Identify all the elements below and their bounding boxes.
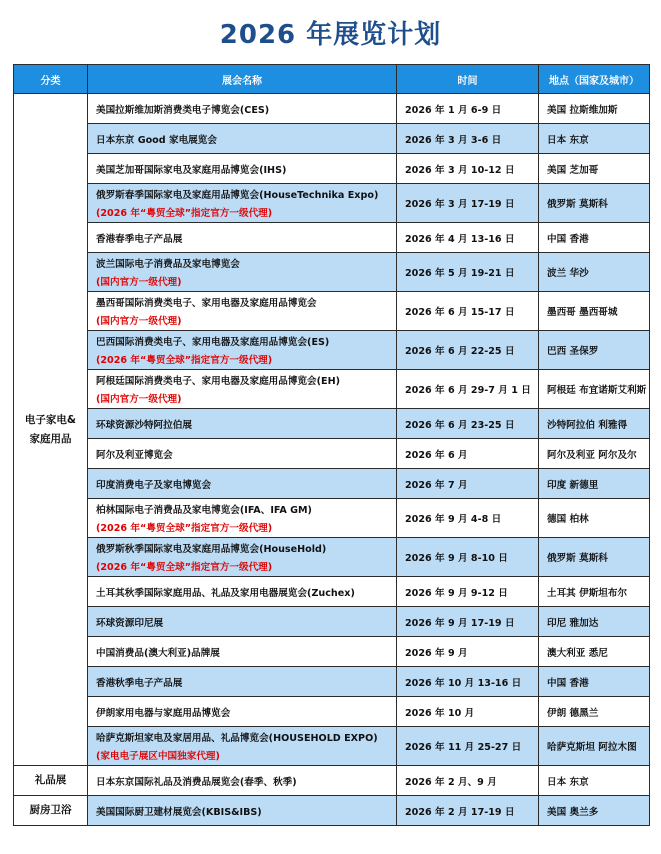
table-row <box>14 667 650 697</box>
exhibition-location: 德国 柏林 <box>539 499 650 538</box>
exhibition-location: 中国 香港 <box>539 223 650 253</box>
category-label-line1: 厨房卫浴 <box>29 804 72 816</box>
exhibition-name-cell <box>88 94 397 124</box>
exhibition-time: 2026 年 6 月 23-25 日 <box>397 409 539 439</box>
exhibition-location: 日本 东京 <box>539 766 650 796</box>
exhibition-time: 2026 年 3 月 3-6 日 <box>397 124 539 154</box>
exhibition-time: 2026 年 3 月 17-19 日 <box>397 184 539 223</box>
page-title: 2026 年展览计划 <box>219 20 442 50</box>
exhibition-time: 2026 年 3 月 10-12 日 <box>397 154 539 184</box>
exhibition-location: 土耳其 伊斯坦布尔 <box>539 577 650 607</box>
exhibition-name-cell <box>88 253 397 292</box>
exhibition-location: 日本 东京 <box>539 124 650 154</box>
category-cell <box>14 796 88 826</box>
exhibition-name: 日本东京 Good 家电展览会 <box>96 134 217 146</box>
agent-note: (国内官方一级代理) <box>96 277 182 288</box>
exhibition-name-cell <box>88 637 397 667</box>
table-row <box>14 637 650 667</box>
exhibition-name-cell <box>88 223 397 253</box>
exhibition-name: 波兰国际电子消费品及家电博览会 <box>96 259 240 270</box>
header-location: 地点（国家及城市） <box>539 65 650 94</box>
category-label-line2: 家庭用品 <box>29 432 72 445</box>
exhibition-name: 阿尔及利亚博览会 <box>96 449 173 461</box>
exhibition-location: 中国 香港 <box>539 667 650 697</box>
agent-note: (2026 年“粤贸全球”指定官方一级代理) <box>96 523 273 534</box>
exhibition-time: 2026 年 9 月 17-19 日 <box>397 607 539 637</box>
exhibition-location: 美国 奥兰多 <box>539 796 650 826</box>
exhibition-name: 环球资源沙特阿拉伯展 <box>96 419 192 431</box>
exhibition-name: 美国拉斯维加斯消费类电子博览会(CES) <box>96 104 270 116</box>
table-row <box>14 538 650 577</box>
exhibition-name: 巴西国际消费类电子、家用电器及家庭用品博览会(ES) <box>96 337 330 348</box>
exhibition-name: 日本东京国际礼品及消费品展览会(春季、秋季) <box>96 776 297 788</box>
exhibition-time: 2026 年 9 月 9-12 日 <box>397 577 539 607</box>
exhibition-name: 俄罗斯春季国际家电及家庭用品博览会(HouseTechnika Expo) <box>96 190 379 201</box>
exhibition-time: 2026 年 2 月 17-19 日 <box>397 796 539 826</box>
exhibition-name: 伊朗家用电器与家庭用品博览会 <box>96 707 231 719</box>
exhibition-name-cell <box>88 469 397 499</box>
exhibition-time: 2026 年 6 月 15-17 日 <box>397 292 539 331</box>
agent-note: (2026 年“粤贸全球”指定官方一级代理) <box>96 208 273 219</box>
table-row <box>14 469 650 499</box>
exhibition-time: 2026 年 9 月 4-8 日 <box>397 499 539 538</box>
exhibition-name: 哈萨克斯坦家电及家居用品、礼品博览会(HOUSEHOLD EXPO) <box>96 733 378 744</box>
table-row <box>14 607 650 637</box>
header-row <box>14 65 650 94</box>
header-name: 展会名称 <box>88 65 397 94</box>
exhibition-location: 印度 新德里 <box>539 469 650 499</box>
exhibition-location: 美国 拉斯维加斯 <box>539 94 650 124</box>
exhibition-location: 波兰 华沙 <box>539 253 650 292</box>
table-row <box>14 124 650 154</box>
exhibition-time: 2026 年 4 月 13-16 日 <box>397 223 539 253</box>
table-row <box>14 223 650 253</box>
table-row <box>14 370 650 409</box>
exhibition-location: 阿尔及利亚 阿尔及尔 <box>539 439 650 469</box>
category-cell <box>14 94 88 766</box>
agent-note: (2026 年“粤贸全球”指定官方一级代理) <box>96 355 273 366</box>
exhibition-time: 2026 年 10 月 13-16 日 <box>397 667 539 697</box>
exhibition-name-cell <box>88 292 397 331</box>
table-row <box>14 409 650 439</box>
table-row <box>14 331 650 370</box>
exhibition-name-cell <box>88 607 397 637</box>
exhibition-time: 2026 年 2 月、9 月 <box>397 766 539 796</box>
table-row <box>14 727 650 766</box>
exhibition-location: 阿根廷 布宜诺斯艾利斯 <box>539 370 650 409</box>
agent-note: (国内官方一级代理) <box>96 394 182 405</box>
exhibition-name-cell <box>88 538 397 577</box>
exhibition-name-cell <box>88 577 397 607</box>
exhibition-location: 澳大利亚 悉尼 <box>539 637 650 667</box>
exhibition-name: 香港春季电子产品展 <box>96 233 183 245</box>
exhibition-schedule-table <box>13 64 650 826</box>
exhibition-time: 2026 年 6 月 22-25 日 <box>397 331 539 370</box>
table-row <box>14 184 650 223</box>
exhibition-name-cell <box>88 409 397 439</box>
agent-note: (国内官方一级代理) <box>96 316 182 327</box>
header-category: 分类 <box>14 65 88 94</box>
exhibition-name: 香港秋季电子产品展 <box>96 677 183 689</box>
exhibition-time: 2026 年 5 月 19-21 日 <box>397 253 539 292</box>
exhibition-location: 墨西哥 墨西哥城 <box>539 292 650 331</box>
exhibition-location: 印尼 雅加达 <box>539 607 650 637</box>
table-row <box>14 94 650 124</box>
table-row <box>14 499 650 538</box>
exhibition-name: 墨西哥国际消费类电子、家用电器及家庭用品博览会 <box>96 298 317 309</box>
exhibition-name-cell <box>88 154 397 184</box>
exhibition-location: 美国 芝加哥 <box>539 154 650 184</box>
table-row <box>14 697 650 727</box>
exhibition-time: 2026 年 6 月 <box>397 439 539 469</box>
header-time: 时间 <box>397 65 539 94</box>
exhibition-name: 土耳其秋季国际家庭用品、礼品及家用电器展览会(Zuchex) <box>96 587 355 599</box>
exhibition-time: 2026 年 10 月 <box>397 697 539 727</box>
table-row <box>14 796 650 826</box>
exhibition-name: 俄罗斯秋季国际家电及家庭用品博览会(HouseHold) <box>96 544 327 555</box>
exhibition-time: 2026 年 11 月 25-27 日 <box>397 727 539 766</box>
exhibition-location: 哈萨克斯坦 阿拉木图 <box>539 727 650 766</box>
exhibition-name-cell <box>88 697 397 727</box>
table-row <box>14 577 650 607</box>
exhibition-time: 2026 年 7 月 <box>397 469 539 499</box>
table-row <box>14 292 650 331</box>
exhibition-location: 俄罗斯 莫斯科 <box>539 184 650 223</box>
category-cell <box>14 766 88 796</box>
category-label-line1: 电子家电& <box>24 413 77 426</box>
exhibition-name: 印度消费电子及家电博览会 <box>96 479 212 491</box>
exhibition-location: 俄罗斯 莫斯科 <box>539 538 650 577</box>
exhibition-name-cell <box>88 766 397 796</box>
exhibition-name-cell <box>88 667 397 697</box>
category-label-line1: 礼品展 <box>34 774 67 786</box>
exhibition-time: 2026 年 1 月 6-9 日 <box>397 94 539 124</box>
table-row <box>14 154 650 184</box>
exhibition-name-cell <box>88 727 397 766</box>
exhibition-name: 阿根廷国际消费类电子、家用电器及家庭用品博览会(EH) <box>96 376 341 387</box>
schedule-body <box>14 94 650 826</box>
agent-note: (2026 年“粤贸全球”指定官方一级代理) <box>96 562 273 573</box>
exhibition-time: 2026 年 9 月 8-10 日 <box>397 538 539 577</box>
exhibition-name-cell <box>88 796 397 826</box>
exhibition-name: 环球资源印尼展 <box>96 617 164 629</box>
exhibition-location: 沙特阿拉伯 利雅得 <box>539 409 650 439</box>
exhibition-name-cell <box>88 439 397 469</box>
exhibition-name: 中国消费品(澳大利亚)品牌展 <box>96 647 220 659</box>
exhibition-location: 巴西 圣保罗 <box>539 331 650 370</box>
exhibition-time: 2026 年 9 月 <box>397 637 539 667</box>
exhibition-time: 2026 年 6 月 29-7 月 1 日 <box>397 370 539 409</box>
exhibition-name-cell <box>88 370 397 409</box>
exhibition-name-cell <box>88 124 397 154</box>
exhibition-name-cell <box>88 499 397 538</box>
exhibition-name-cell <box>88 331 397 370</box>
exhibition-name: 柏林国际电子消费品及家电博览会(IFA、IFA GM) <box>96 505 312 516</box>
exhibition-location: 伊朗 德黑兰 <box>539 697 650 727</box>
exhibition-name-cell <box>88 184 397 223</box>
table-row <box>14 766 650 796</box>
table-row <box>14 439 650 469</box>
exhibition-name: 美国芝加哥国际家电及家庭用品博览会(IHS) <box>96 164 287 176</box>
exhibition-name: 美国国际厨卫建材展览会(KBIS&IBS) <box>96 806 262 818</box>
table-row <box>14 253 650 292</box>
agent-note: (家电电子展区中国独家代理) <box>96 751 220 762</box>
